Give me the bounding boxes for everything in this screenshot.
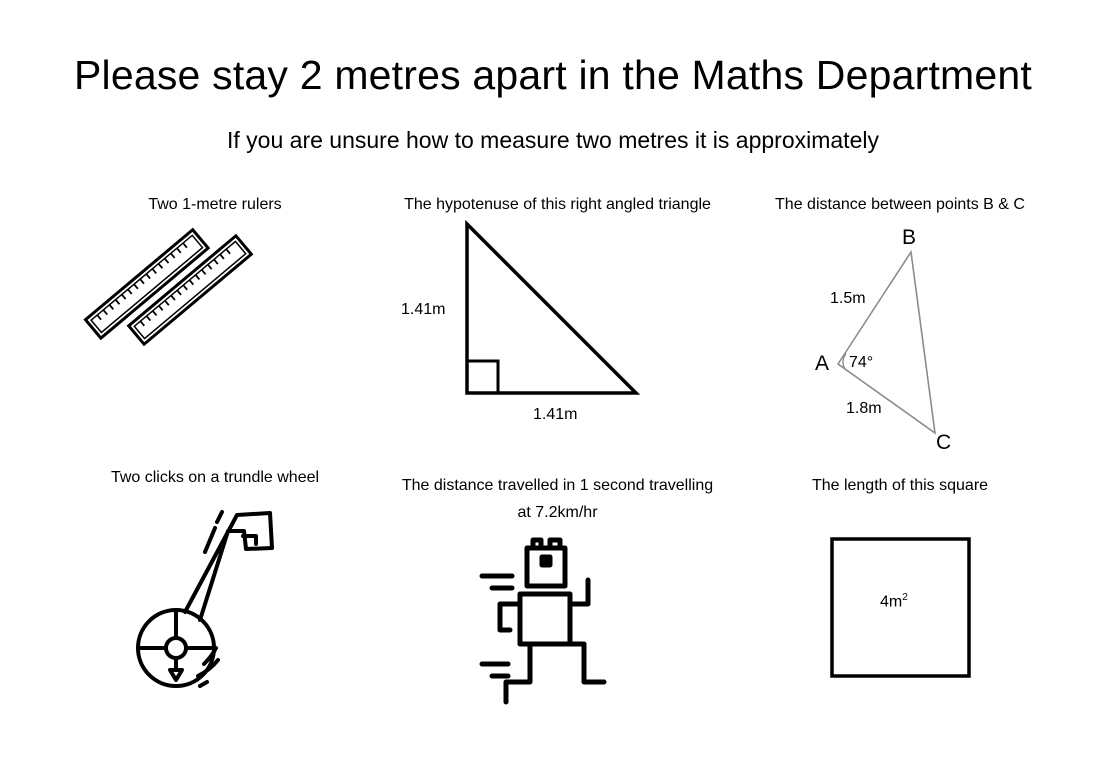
triangle-vertical-label: 1.41m <box>401 301 446 318</box>
point-a-label: A <box>815 352 830 375</box>
page-subtitle: If you are unsure how to measure two metres it is approximately <box>227 127 879 153</box>
caption-speed-line1: The distance travelled in 1 second travelling <box>401 477 714 494</box>
page-title: Please stay 2 metres apart in the Maths Department <box>73 52 1032 98</box>
caption-hypotenuse: The hypotenuse of this right angled triangle <box>404 196 711 213</box>
caption-square: The length of this square <box>811 477 989 494</box>
angle-label: 74° <box>849 354 874 371</box>
side-ab-label: 1.5m <box>830 290 866 307</box>
caption-trundle-wheel: Two clicks on a trundle wheel <box>110 469 320 486</box>
square-area-label <box>880 592 908 611</box>
triangle-horizontal-label: 1.41m <box>533 406 578 423</box>
square-area-exponent: 2 <box>902 592 908 603</box>
caption-speed-line2: at 7.2km/hr <box>517 504 598 521</box>
square-area-base: 4m <box>880 593 903 611</box>
point-b-label: B <box>902 226 917 249</box>
side-ac-label: 1.8m <box>846 400 882 417</box>
caption-distance-bc: The distance between points B & C <box>775 196 1025 213</box>
caption-rulers: Two 1-metre rulers <box>148 196 282 213</box>
point-c-label: C <box>936 431 952 454</box>
